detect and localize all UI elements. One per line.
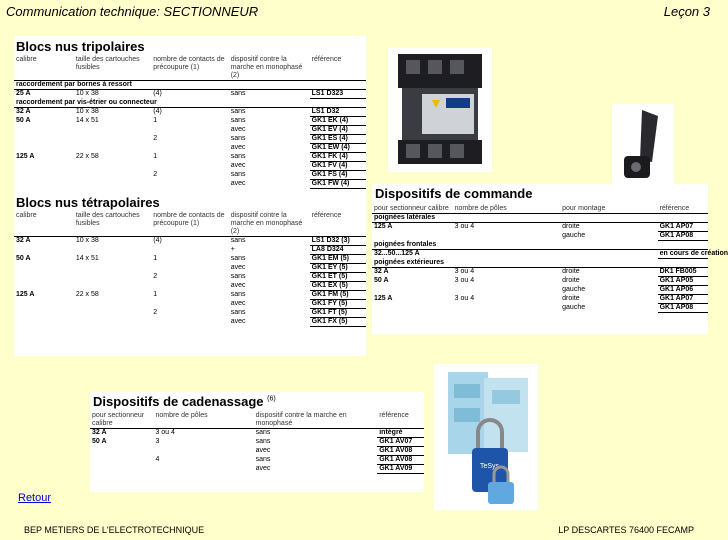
table-cell: 1 bbox=[153, 152, 158, 160]
table-cell: 50 A bbox=[16, 116, 31, 124]
cadenas-title bbox=[93, 394, 424, 409]
reference-cell: GK1 EY (5) bbox=[310, 264, 366, 273]
table-cell bbox=[74, 144, 151, 153]
table-row bbox=[14, 237, 366, 246]
table-cell bbox=[90, 447, 153, 456]
footer-left: BEP METIERS DE L'ELECTROTECHNIQUE bbox=[24, 525, 205, 535]
table-row bbox=[14, 162, 366, 171]
table-cell: 22 x 58 bbox=[75, 290, 99, 298]
table-cell: sans bbox=[255, 429, 271, 436]
retour-link[interactable]: Retour bbox=[18, 492, 52, 504]
reference-cell: en cours de création bbox=[659, 250, 728, 257]
table-cell bbox=[74, 318, 151, 327]
table-cell: 50 A bbox=[16, 254, 31, 262]
table-cell: 32 A bbox=[16, 237, 31, 244]
table-cell: 3 ou 4 bbox=[454, 276, 475, 284]
table-cell bbox=[74, 264, 151, 273]
lesson-label: Leçon 3 bbox=[663, 4, 710, 19]
table-row bbox=[372, 295, 708, 304]
section-label: poignées latérales bbox=[372, 214, 708, 223]
table-cell: sans bbox=[230, 108, 246, 115]
reference-cell: GK1 AP08 bbox=[658, 304, 708, 313]
table-cell bbox=[14, 135, 74, 144]
table-row bbox=[14, 309, 366, 318]
reference-cell: LS1 D32 (3) bbox=[310, 237, 366, 246]
table-cell bbox=[14, 282, 74, 291]
table-cell: avec bbox=[255, 446, 271, 454]
table-cell bbox=[90, 465, 153, 474]
table-cell: 125 A bbox=[16, 290, 35, 298]
table-cell bbox=[14, 171, 74, 180]
table-cell bbox=[14, 264, 74, 273]
table-cell bbox=[151, 162, 228, 171]
table-cell: sans bbox=[230, 134, 246, 142]
table-cell: + bbox=[230, 245, 235, 253]
table-cell: 3 bbox=[155, 437, 160, 445]
table-cell bbox=[151, 318, 228, 327]
table-cell: (4) bbox=[153, 237, 162, 244]
table-cell bbox=[153, 447, 253, 456]
table-cell bbox=[74, 126, 151, 135]
table-row bbox=[14, 300, 366, 309]
reference-cell: GK1 FK (4) bbox=[310, 153, 366, 162]
tetra-header-row bbox=[14, 212, 366, 237]
col-header: dispositif contre la marche en monophasé (2) bbox=[229, 212, 310, 237]
table-row bbox=[90, 429, 424, 438]
table-cell: sans bbox=[230, 272, 246, 280]
table-cell: 1 bbox=[153, 116, 158, 124]
section-row bbox=[372, 214, 708, 223]
table-row bbox=[14, 90, 366, 99]
table-cell bbox=[74, 309, 151, 318]
reference-cell: LA8 D324 bbox=[310, 246, 366, 255]
reference-cell: GK1 EK (4) bbox=[310, 117, 366, 126]
table-row bbox=[90, 438, 424, 447]
table-cell: (4) bbox=[153, 108, 162, 115]
table-cell: 14 x 51 bbox=[75, 116, 99, 124]
table-cell: 125 A bbox=[374, 294, 393, 302]
table-cell: gauche bbox=[562, 285, 586, 293]
table-row bbox=[14, 180, 366, 189]
table-row bbox=[14, 246, 366, 255]
table-cell: 22 x 58 bbox=[75, 152, 99, 160]
table-cell: 1 bbox=[153, 254, 158, 262]
table-cell bbox=[372, 304, 453, 313]
table-cell: 14 x 51 bbox=[75, 254, 99, 262]
table-row bbox=[372, 304, 708, 313]
reference-cell: DK1 FB005 bbox=[658, 268, 708, 277]
section-row bbox=[14, 99, 366, 108]
table-cell: 3 ou 4 bbox=[155, 429, 175, 436]
table-cell: sans bbox=[230, 152, 246, 160]
col-header: pour sectionneur calibre bbox=[90, 412, 153, 429]
cadenas-title-text: Dispositifs de cadenassage bbox=[93, 394, 264, 409]
table-cell bbox=[151, 300, 228, 309]
col-header: calibre bbox=[14, 212, 74, 237]
table-cell: sans bbox=[230, 90, 246, 97]
table-row bbox=[14, 108, 366, 117]
col-header: référence bbox=[377, 412, 424, 429]
reference-cell: GK1 AV09 bbox=[377, 465, 424, 474]
table-cell: droite bbox=[562, 223, 580, 230]
reference-cell: GK1 ET (5) bbox=[310, 273, 366, 282]
reference-cell: GK1 AP08 bbox=[658, 232, 708, 241]
table-row bbox=[372, 250, 708, 259]
table-row bbox=[90, 447, 424, 456]
table-cell bbox=[151, 144, 228, 153]
cadenas-table bbox=[90, 412, 424, 474]
table-row bbox=[14, 144, 366, 153]
tetra-title: Blocs nus tétrapolaires bbox=[16, 195, 160, 210]
reference-cell: GK1 FS (4) bbox=[310, 171, 366, 180]
table-cell: gauche bbox=[562, 303, 586, 311]
table-cell: 1 bbox=[153, 290, 158, 298]
section-row bbox=[372, 259, 708, 268]
table-row bbox=[372, 268, 708, 277]
table-row bbox=[14, 117, 366, 126]
table-cell bbox=[453, 286, 561, 295]
table-cell bbox=[74, 282, 151, 291]
table-row bbox=[372, 232, 708, 241]
blocs-panel bbox=[14, 36, 366, 356]
table-cell bbox=[74, 135, 151, 144]
table-cell bbox=[14, 180, 74, 189]
table-cell: sans bbox=[230, 170, 246, 178]
table-cell: 32 A bbox=[16, 108, 31, 115]
disconnector-photo bbox=[388, 48, 492, 172]
commande-table bbox=[372, 205, 728, 313]
table-cell bbox=[90, 456, 153, 465]
table-row bbox=[90, 465, 424, 474]
col-header: référence bbox=[310, 212, 366, 237]
cadenas-header-row bbox=[90, 412, 424, 429]
table-cell: avec bbox=[255, 464, 271, 472]
table-cell: sans bbox=[230, 308, 246, 316]
reference-cell: GK1 ES (4) bbox=[310, 135, 366, 144]
table-cell: 32...50...125 A bbox=[374, 250, 420, 257]
col-header: calibre bbox=[14, 56, 74, 81]
table-cell bbox=[453, 232, 561, 241]
col-header: référence bbox=[310, 56, 366, 81]
table-cell bbox=[151, 126, 228, 135]
table-cell: avec bbox=[230, 125, 246, 133]
reference-cell: GK1 FM (5) bbox=[310, 291, 366, 300]
table-cell bbox=[14, 246, 74, 255]
table-cell: sans bbox=[255, 455, 271, 463]
reference-cell: GK1 AV08 bbox=[377, 447, 424, 456]
table-cell bbox=[14, 126, 74, 135]
section-label: raccordement par vis-étrier ou connecteur bbox=[14, 99, 366, 108]
reference-cell: GK1 EM (5) bbox=[310, 255, 366, 264]
table-cell: 50 A bbox=[374, 276, 389, 284]
col-header: nombre de contacts de précoupure (1) bbox=[151, 212, 228, 237]
table-cell bbox=[14, 309, 74, 318]
table-row bbox=[14, 282, 366, 291]
table-cell bbox=[74, 273, 151, 282]
reference-cell: GK1 AP05 bbox=[658, 277, 708, 286]
table-row bbox=[372, 277, 708, 286]
padlock-label: TeSys bbox=[480, 463, 500, 470]
table-cell bbox=[153, 465, 253, 474]
table-cell bbox=[14, 144, 74, 153]
col-header: nombre de contacts de précoupure (1) bbox=[151, 56, 228, 81]
table-row bbox=[14, 264, 366, 273]
table-cell: 32 A bbox=[374, 268, 389, 275]
table-cell: avec bbox=[230, 143, 246, 151]
table-cell: 32 A bbox=[92, 429, 107, 436]
table-cell bbox=[151, 264, 228, 273]
table-cell: 10 x 38 bbox=[75, 237, 99, 244]
col-header: nombre de pôles bbox=[453, 205, 561, 214]
tri-header-row bbox=[14, 56, 366, 81]
col-header: taille des cartouches fusibles bbox=[74, 212, 151, 237]
table-cell: 125 A bbox=[374, 223, 393, 230]
footer bbox=[0, 520, 720, 540]
table-cell: gauche bbox=[562, 231, 586, 239]
table-row bbox=[14, 135, 366, 144]
table-cell: avec bbox=[230, 161, 246, 169]
handle-photo bbox=[612, 104, 674, 186]
col-header: dispositif contre la marche en monophasé (2) bbox=[229, 56, 310, 81]
table-cell bbox=[372, 232, 453, 241]
table-cell: 10 x 38 bbox=[75, 90, 99, 97]
table-cell: avec bbox=[230, 281, 246, 289]
reference-cell: GK1 AP07 bbox=[658, 223, 708, 232]
col-header: dispositif contre la marche en monophasé bbox=[254, 412, 378, 429]
tetra-table bbox=[14, 212, 366, 327]
reference-cell: GK1 EX (5) bbox=[310, 282, 366, 291]
table-cell: sans bbox=[230, 237, 246, 244]
table-cell bbox=[14, 162, 74, 171]
table-cell: avec bbox=[230, 179, 246, 187]
reference-cell: GK1 EW (4) bbox=[310, 144, 366, 153]
table-cell: 2 bbox=[153, 170, 158, 178]
table-cell: 2 bbox=[153, 308, 158, 316]
table-cell: droite bbox=[562, 268, 580, 275]
table-cell: avec bbox=[230, 263, 246, 271]
table-cell: 3 ou 4 bbox=[454, 268, 475, 275]
tetra-rows bbox=[14, 237, 366, 327]
table-cell bbox=[74, 246, 151, 255]
table-cell: sans bbox=[230, 290, 246, 298]
table-row bbox=[90, 456, 424, 465]
table-cell bbox=[74, 162, 151, 171]
reference-cell: intégré bbox=[377, 429, 424, 438]
reference-cell: GK1 EV (4) bbox=[310, 126, 366, 135]
reference-cell: GK1 AV08 bbox=[377, 456, 424, 465]
table-cell: 3 ou 4 bbox=[454, 294, 475, 302]
commande-panel bbox=[372, 184, 728, 334]
table-cell: 125 A bbox=[16, 152, 35, 160]
table-cell: 25 A bbox=[16, 90, 31, 97]
table-cell bbox=[560, 250, 657, 259]
commande-rows2 bbox=[372, 250, 728, 259]
table-row bbox=[14, 291, 366, 300]
table-cell bbox=[14, 300, 74, 309]
table-cell bbox=[372, 286, 453, 295]
reference-cell: GK1 FW (4) bbox=[310, 180, 366, 189]
table-cell: droite bbox=[562, 294, 580, 302]
cadenas-panel bbox=[90, 392, 424, 492]
reference-cell: GK1 AP07 bbox=[658, 295, 708, 304]
section-label: poignées frontales bbox=[372, 241, 708, 250]
table-cell bbox=[453, 250, 561, 259]
table-cell: 3 ou 4 bbox=[454, 223, 475, 230]
table-row bbox=[14, 126, 366, 135]
cadenas-title-note: (6) bbox=[267, 395, 276, 403]
reference-cell: GK1 AV07 bbox=[377, 438, 424, 447]
tri-title: Blocs nus tripolaires bbox=[16, 39, 145, 54]
table-row bbox=[14, 255, 366, 264]
table-cell bbox=[151, 246, 228, 255]
table-cell: sans bbox=[230, 254, 246, 262]
tri-rows1 bbox=[14, 90, 366, 99]
table-row bbox=[372, 286, 708, 295]
commande-title: Dispositifs de commande bbox=[375, 186, 533, 201]
table-cell: 50 A bbox=[92, 437, 107, 445]
table-cell bbox=[14, 273, 74, 282]
table-cell bbox=[74, 300, 151, 309]
table-cell: (4) bbox=[153, 90, 162, 97]
padlock-photo bbox=[434, 364, 538, 510]
table-cell bbox=[14, 318, 74, 327]
table-cell: sans bbox=[230, 116, 246, 124]
table-cell: sans bbox=[255, 437, 271, 445]
table-cell: 2 bbox=[153, 272, 158, 280]
table-cell: avec bbox=[230, 317, 246, 325]
table-cell: droite bbox=[562, 276, 580, 284]
table-cell bbox=[453, 304, 561, 313]
section-row bbox=[372, 241, 708, 250]
commande-rows3 bbox=[372, 268, 708, 313]
reference-cell: GK1 FX (5) bbox=[310, 318, 366, 327]
col-header: taille des cartouches fusibles bbox=[74, 56, 151, 81]
col-header: pour montage bbox=[560, 205, 657, 214]
table-row bbox=[14, 171, 366, 180]
reference-cell: LS1 D32 bbox=[310, 108, 366, 117]
reference-cell: GK1 FT (5) bbox=[310, 309, 366, 318]
table-cell: 4 bbox=[155, 455, 160, 463]
section-label: raccordement par bornes à ressort bbox=[14, 81, 366, 90]
commande-rows1 bbox=[372, 223, 708, 241]
tri-table bbox=[14, 56, 366, 189]
tri-rows2 bbox=[14, 108, 366, 189]
col-header: référence bbox=[658, 205, 708, 214]
cadenas-rows bbox=[90, 429, 424, 474]
section-label: poignées extérieures bbox=[372, 259, 708, 268]
footer-right: LP DESCARTES 76400 FECAMP bbox=[558, 525, 694, 535]
table-cell: 2 bbox=[153, 134, 158, 142]
reference-cell: GK1 AP06 bbox=[658, 286, 708, 295]
commande-header-row bbox=[372, 205, 708, 214]
table-cell bbox=[151, 180, 228, 189]
reference-cell: LS1 D323 bbox=[310, 90, 366, 99]
table-row bbox=[14, 318, 366, 327]
reference-cell: GK1 FY (5) bbox=[310, 300, 366, 309]
section-row bbox=[14, 81, 366, 90]
header-title: Communication technique: SECTIONNEUR bbox=[6, 4, 259, 19]
table-cell bbox=[151, 282, 228, 291]
col-header: pour sectionneur calibre bbox=[372, 205, 453, 214]
table-cell: avec bbox=[230, 299, 246, 307]
table-cell bbox=[74, 171, 151, 180]
reference-cell: GK1 FV (4) bbox=[310, 162, 366, 171]
table-cell: 10 x 38 bbox=[75, 108, 99, 115]
table-cell bbox=[74, 180, 151, 189]
table-row bbox=[372, 223, 708, 232]
table-row bbox=[14, 153, 366, 162]
table-row bbox=[14, 273, 366, 282]
col-header: nombre de pôles bbox=[153, 412, 253, 429]
